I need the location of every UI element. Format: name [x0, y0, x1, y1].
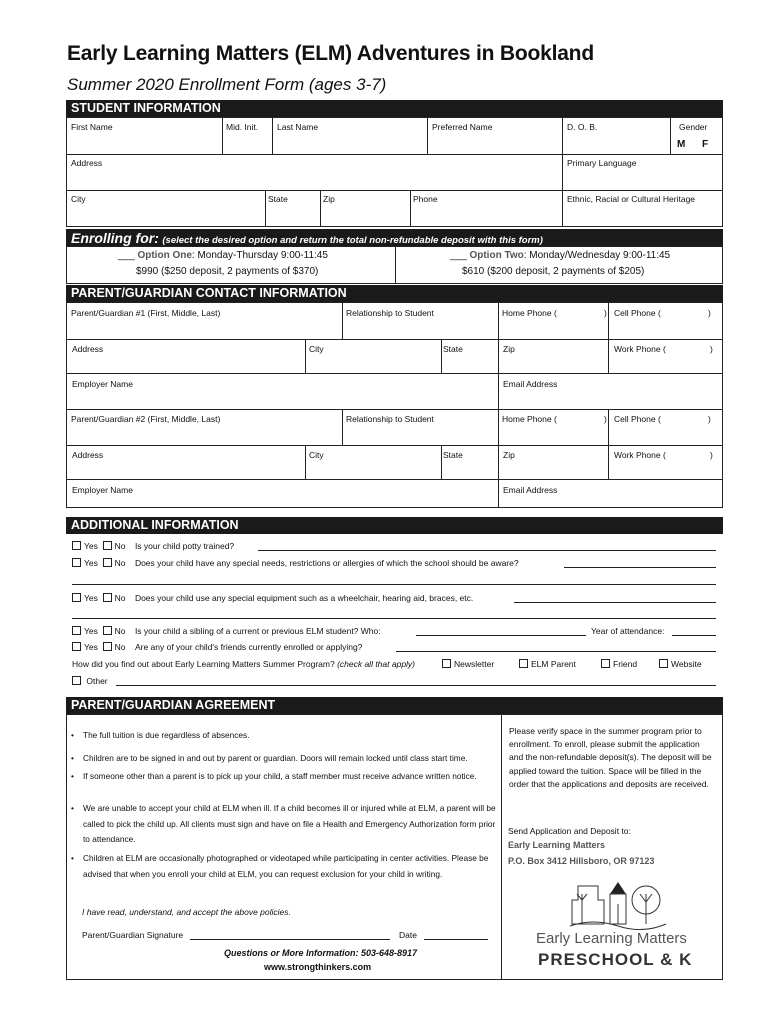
- opt-friend[interactable]: Friend: [601, 659, 637, 669]
- q-friends-row: Yes No Are any of your child's friends currently enrolled or applying?: [72, 642, 362, 652]
- parent-contact-heading: PARENT/GUARDIAN CONTACT INFORMATION: [66, 285, 723, 302]
- agreement-bullet-2: • Children are to be signed in and out by parent or guardian. Doors will remain locked until class start time.: [71, 753, 468, 763]
- pg1-employer-field[interactable]: Employer Name: [72, 379, 133, 389]
- pg2-name-field[interactable]: Parent/Guardian #2 (First, Middle, Last): [71, 414, 221, 424]
- pg1-cell-phone-field[interactable]: Cell Phone (: [614, 308, 661, 318]
- q-howfind-row: [72, 659, 415, 669]
- zip-field[interactable]: Zip: [323, 194, 335, 204]
- pg2-employer-field[interactable]: Employer Name: [72, 485, 133, 495]
- primary-language-field[interactable]: Primary Language: [567, 158, 637, 168]
- pg1-relationship-field[interactable]: Relationship to Student: [346, 308, 434, 318]
- logo-name: Early Learning Matters: [536, 930, 687, 947]
- potty-no-checkbox[interactable]: [103, 541, 112, 550]
- pg1-email-field[interactable]: Email Address: [503, 379, 558, 389]
- special-yes-checkbox[interactable]: [72, 558, 81, 567]
- q-special-row: Yes No Does your child have any special needs, restrictions or allergies of which the school should be aware?: [72, 558, 519, 568]
- pg2-relationship-field[interactable]: Relationship to Student: [346, 414, 434, 424]
- additional-info-heading: ADDITIONAL INFORMATION: [66, 517, 723, 534]
- q-sibling-text: Is your child a sibling of a current or previous ELM student? Who:: [134, 626, 381, 636]
- date-line[interactable]: [424, 939, 488, 940]
- first-name-field[interactable]: First Name: [71, 122, 113, 132]
- pg2-email-field[interactable]: Email Address: [503, 485, 558, 495]
- q-special-text: Does your child have any special needs, restrictions or allergies of which the school should be aware?: [134, 558, 519, 568]
- pg2-work-phone-field[interactable]: Work Phone (: [614, 450, 666, 460]
- enrolling-heading: [66, 229, 723, 247]
- pg2-home-phone-field[interactable]: Home Phone (: [502, 414, 557, 424]
- website-text: www.strongthinkers.com: [264, 962, 372, 972]
- elm-logo-graphic: [568, 880, 668, 930]
- option-two[interactable]: ___ Option Two: Monday/Wednesday 9:00-11:45: [450, 250, 671, 261]
- option-two-price: $610 ($200 deposit, 2 payments of $205): [462, 266, 645, 277]
- opt-newsletter[interactable]: Newsletter: [442, 659, 494, 669]
- q-potty-text: Is your child potty trained?: [134, 541, 235, 551]
- last-name-field[interactable]: Last Name: [277, 122, 319, 132]
- pg2-state-field[interactable]: State: [443, 450, 463, 460]
- other-answer-line[interactable]: [116, 685, 716, 686]
- send-to-label: Send Application and Deposit to:: [508, 826, 631, 836]
- agreement-heading: PARENT/GUARDIAN AGREEMENT: [66, 697, 723, 714]
- special-no-checkbox[interactable]: [103, 558, 112, 567]
- q-friends-text: Are any of your child's friends currently enrolled or applying?: [134, 642, 363, 652]
- address-field[interactable]: Address: [71, 158, 103, 168]
- pg1-work-phone-close: ): [710, 344, 713, 354]
- form-subtitle: Summer 2020 Enrollment Form (ages 3-7): [67, 75, 387, 94]
- phone-field[interactable]: Phone: [413, 194, 438, 204]
- sibling-who-line[interactable]: [416, 635, 586, 636]
- opt-other[interactable]: Other: [72, 676, 108, 686]
- gender-f-option[interactable]: F: [702, 139, 709, 150]
- equipment-yes-checkbox[interactable]: [72, 593, 81, 602]
- student-info-grid: [66, 117, 723, 227]
- pg1-cell-phone-close: ): [708, 308, 711, 318]
- year-attendance-line[interactable]: [672, 635, 716, 636]
- verify-space-text: Please verify space in the summer program prior to enrollment. To enroll, please submit the application and the non-refundable deposit(s). The deposit will be applied toward the tuition. Space will be filled in the order that the applications and deposits are received.: [509, 726, 712, 789]
- pg1-work-phone-field[interactable]: Work Phone (: [614, 344, 666, 354]
- pg1-city-field[interactable]: City: [309, 344, 324, 354]
- agreement-bullet-5: • Children at ELM are occasionally photographed or videotaped while participating in center activities. Please be advised that when you enroll your child at ELM, you can request exclusion for your child in writing.: [71, 853, 489, 879]
- pg1-state-field[interactable]: State: [443, 344, 463, 354]
- enrolling-title: Enrolling for:: [71, 230, 159, 246]
- q-sibling-row: Yes No Is your child a sibling of a current or previous ELM student? Who:: [72, 626, 381, 636]
- mid-init-field[interactable]: Mid. Init.: [226, 122, 259, 132]
- signature-line[interactable]: [190, 939, 390, 940]
- option-one-price: $990 ($250 deposit, 2 payments of $370): [136, 266, 319, 277]
- gender-label: Gender: [679, 122, 708, 132]
- date-label: Date: [399, 930, 417, 940]
- pg1-address-field[interactable]: Address: [72, 344, 104, 354]
- friends-yes-checkbox[interactable]: [72, 642, 81, 651]
- po-box: P.O. Box 3412 Hillsboro, OR 97123: [508, 856, 655, 866]
- q-potty-row: Yes No Is your child potty trained?: [72, 541, 234, 551]
- signature-label: Parent/Guardian Signature: [82, 930, 184, 940]
- opt-elm-parent[interactable]: ELM Parent: [519, 659, 576, 669]
- equipment-answer-line[interactable]: [514, 602, 716, 603]
- potty-answer-line[interactable]: [258, 550, 716, 551]
- year-attendance-label: Year of attendance:: [591, 626, 665, 636]
- pg1-zip-field[interactable]: Zip: [503, 344, 515, 354]
- special-answer-line-2[interactable]: [72, 584, 716, 585]
- pg2-cell-phone-close: ): [708, 414, 711, 424]
- gender-m-option[interactable]: M: [677, 139, 686, 150]
- read-understand-text: I have read, understand, and accept the above policies.: [82, 907, 291, 917]
- equipment-answer-line-2[interactable]: [72, 618, 716, 619]
- equipment-no-checkbox[interactable]: [103, 593, 112, 602]
- questions-text: Questions or More Information: 503-648-8917: [224, 948, 418, 958]
- pg2-city-field[interactable]: City: [309, 450, 324, 460]
- option-one-name: Option One: [137, 250, 192, 261]
- enrolling-instruction: (select the desired option and return the total non-refundable deposit with this form): [162, 235, 543, 246]
- check-all-note: (check all that apply): [337, 659, 416, 669]
- option-one[interactable]: ___ Option One: Monday-Thursday 9:00-11:45: [118, 250, 328, 261]
- friends-no-checkbox[interactable]: [103, 642, 112, 651]
- ethnic-heritage-field[interactable]: Ethnic, Racial or Cultural Heritage: [567, 194, 696, 204]
- pg2-work-phone-close: ): [710, 450, 713, 460]
- agreement-bullet-3: • If someone other than a parent is to pick up your child, a staff member must receive advance written notice.: [71, 771, 477, 781]
- agreement-bullet-4: • We are unable to accept your child at ELM when ill. If a child becomes ill or injured while at ELM, a parent will be called to pick the child up. All clients must sign and have on file a Health and Emergency Authorization form prior to attendance.: [71, 803, 496, 844]
- friends-answer-line[interactable]: [396, 651, 716, 652]
- pg2-address-field[interactable]: Address: [72, 450, 104, 460]
- logo-sub: PRESCHOOL & K: [538, 950, 693, 969]
- pg2-home-phone-close: ): [604, 414, 607, 424]
- q-equipment-text: Does your child use any special equipment such as a wheelchair, hearing aid, braces, etc.: [134, 593, 474, 603]
- pg1-name-field[interactable]: Parent/Guardian #1 (First, Middle, Last): [71, 308, 221, 318]
- dob-field[interactable]: D. O. B.: [567, 122, 598, 132]
- pg1-home-phone-close: ): [604, 308, 607, 318]
- pg1-home-phone-field[interactable]: Home Phone (: [502, 308, 557, 318]
- parent-contact-grid: [66, 302, 723, 508]
- special-answer-line[interactable]: [564, 567, 716, 568]
- pg2-cell-phone-field[interactable]: Cell Phone (: [614, 414, 661, 424]
- sibling-no-checkbox[interactable]: [103, 626, 112, 635]
- option-two-name: Option Two: [469, 250, 524, 261]
- q-howfind-text: How did you find out about Early Learning Matters Summer Program?: [72, 659, 335, 669]
- preferred-name-field[interactable]: Preferred Name: [432, 122, 493, 132]
- city-field[interactable]: City: [71, 194, 86, 204]
- form-title: Early Learning Matters (ELM) Adventures in Bookland: [67, 42, 594, 65]
- q-equipment-row: Yes No Does your child use any special equipment such as a wheelchair, hearing aid, braces, etc.: [72, 593, 473, 603]
- potty-yes-checkbox[interactable]: [72, 541, 81, 550]
- state-field[interactable]: State: [268, 194, 288, 204]
- agreement-bullet-1: • The full tuition is due regardless of absences.: [71, 730, 250, 740]
- student-info-heading: STUDENT INFORMATION: [66, 100, 723, 117]
- org-name: Early Learning Matters: [508, 840, 606, 850]
- pg2-zip-field[interactable]: Zip: [503, 450, 515, 460]
- opt-website[interactable]: Website: [659, 659, 702, 669]
- sibling-yes-checkbox[interactable]: [72, 626, 81, 635]
